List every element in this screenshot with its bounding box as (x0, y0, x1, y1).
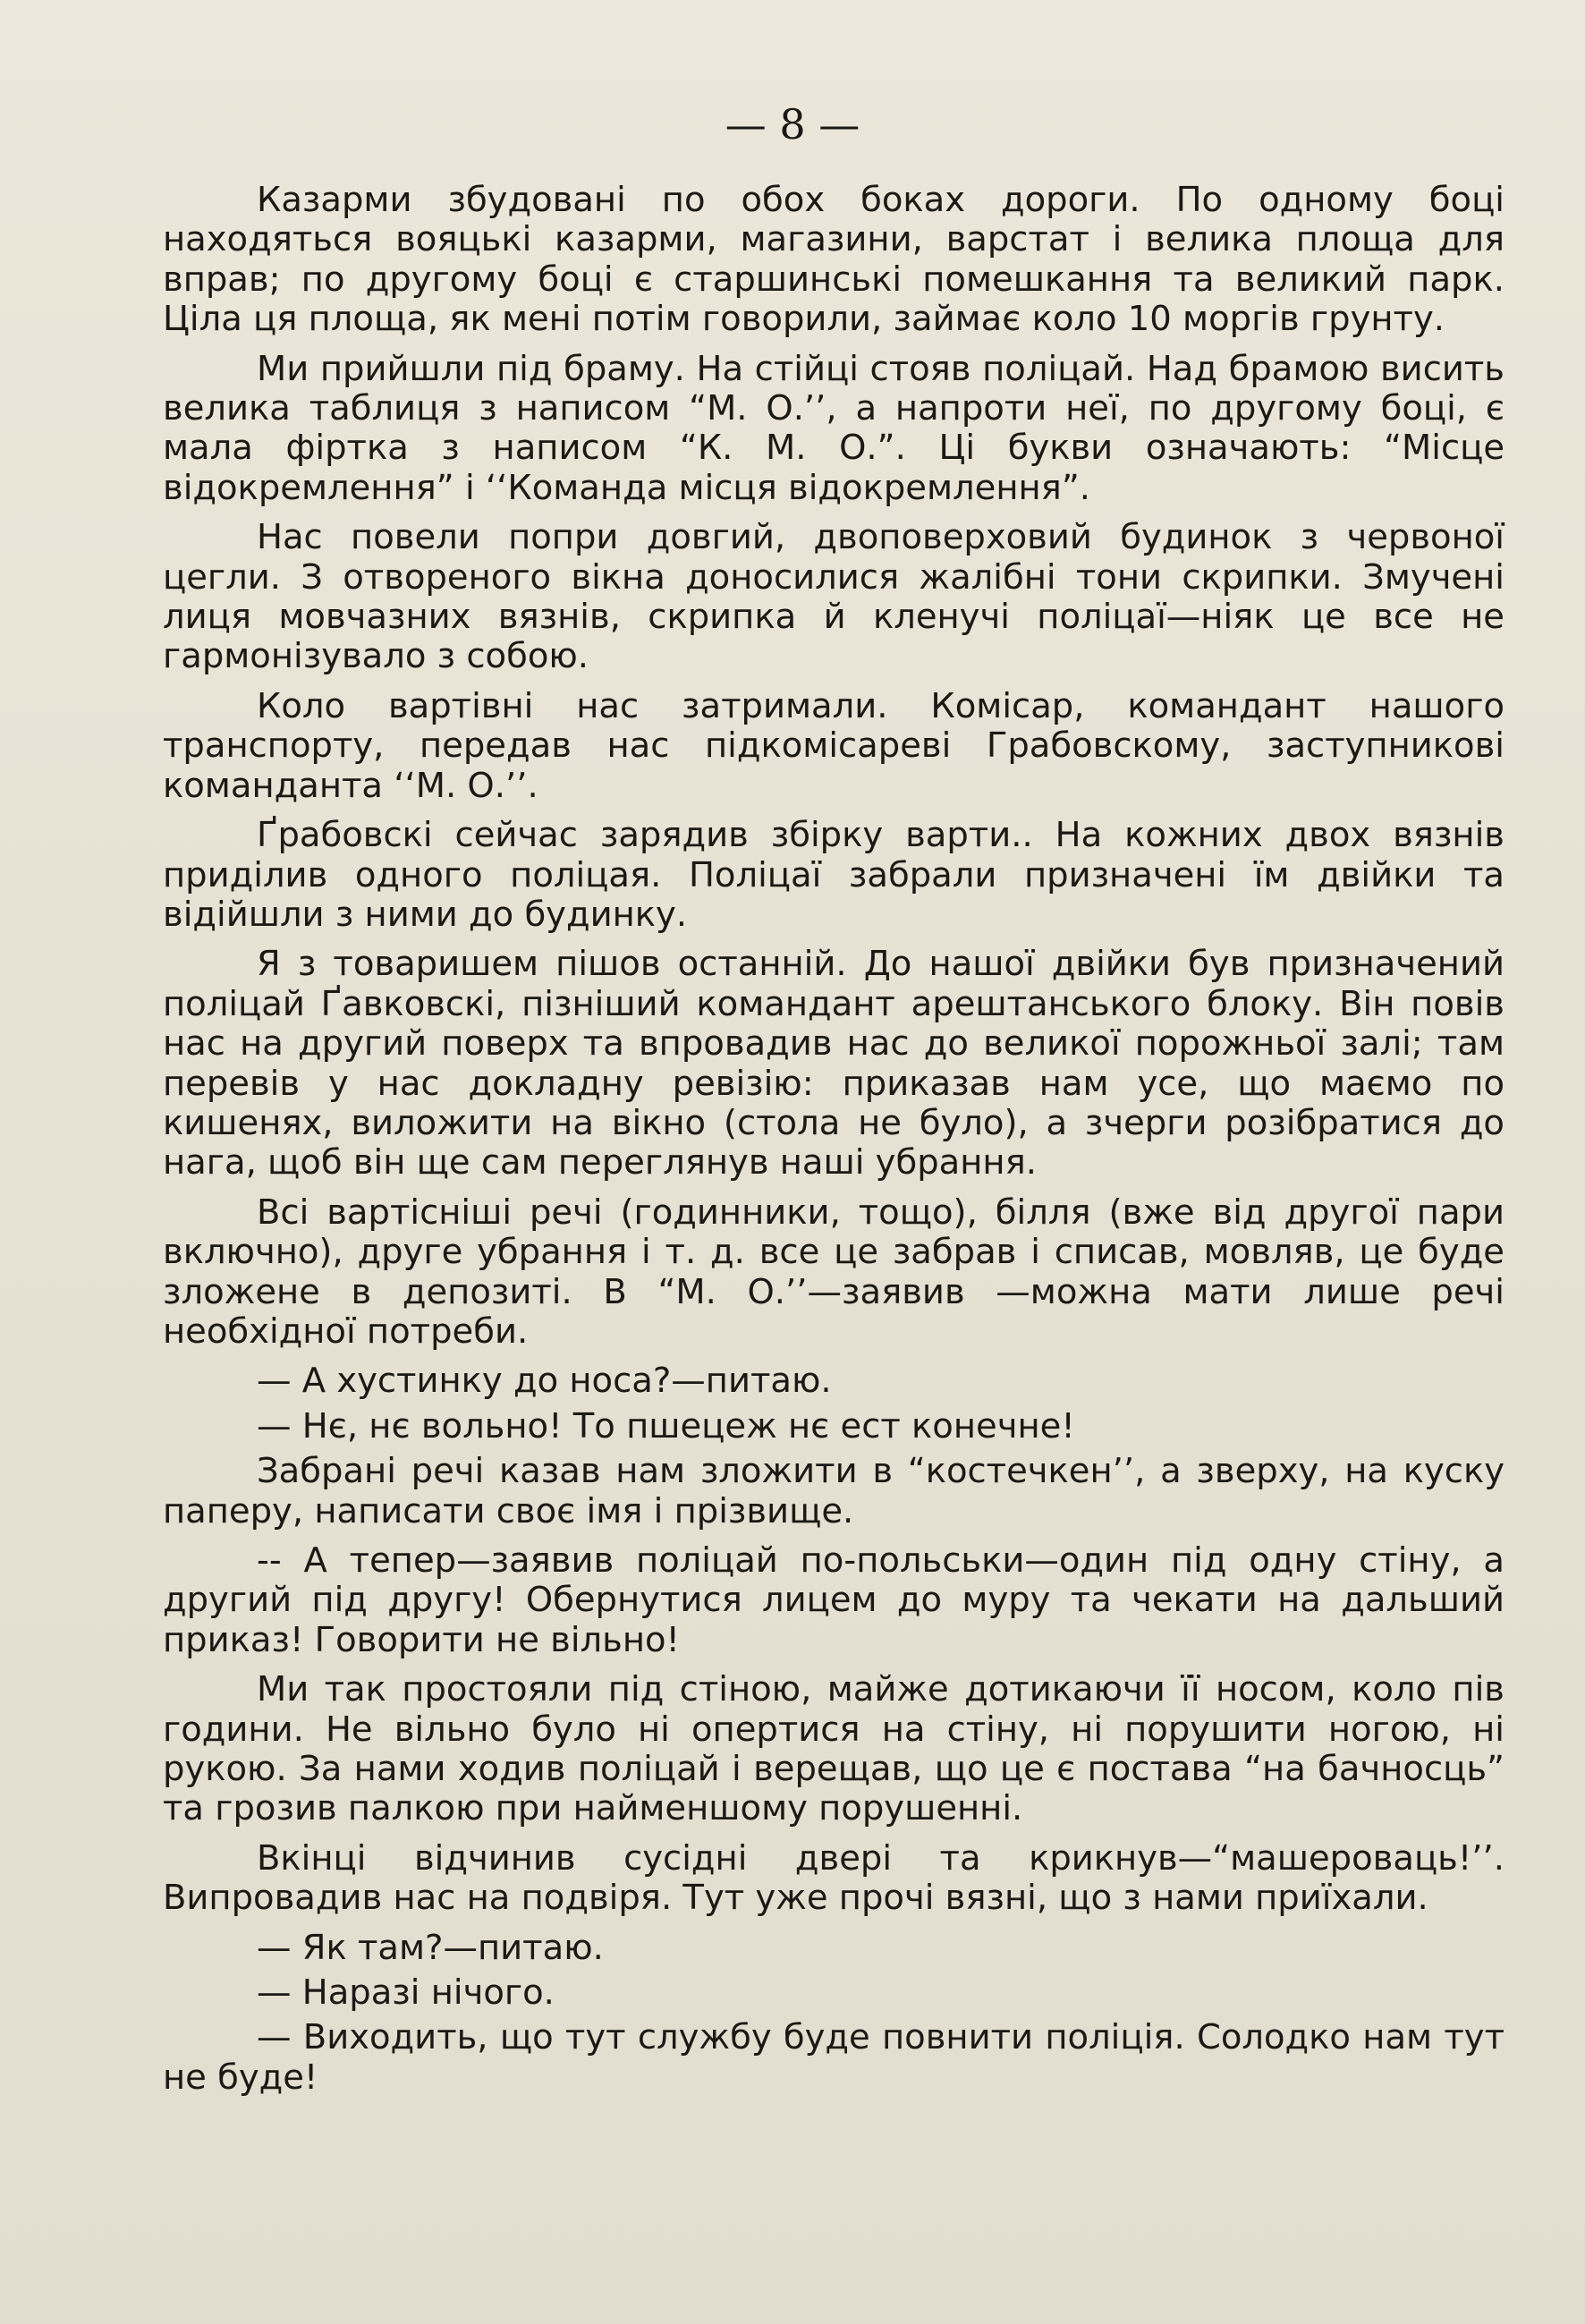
paragraph-search: Я з товаришем пішов останній. До нашої двійки був призначений поліцай Ґавковскі, пізніший командант арештанського блоку. Він повів нас на другий поверх та впровадив нас до великої порожньої залі; там перевів у нас докладну ревізію: приказав нам усе, що маємо по кишенях, виложити на вікно (стола не було), а зчерги розібратися до нага, щоб він ще сам переглянув наші убрання. (163, 944, 1504, 1183)
dialog-line: — Наразі нічого. (257, 1972, 555, 2014)
paragraph-wall-order: -- А тепер—заявив поліцай по-польськи—один під одну стіну, а другий під другу! Обернутися лицем до муру та чекати на дальший приказ! Говорити не вільно! (163, 1540, 1504, 1660)
paragraph-confiscation: Всі вартісніші речі (годинники, тощо), білля (вже від другої пари включно), друге убрання і т. д. все це забрав і списав, мовляв, це буде зложене в депозиті. В “М. О.’’—заявив —можна мати лише речі необхідної потреби. (163, 1192, 1504, 1352)
paragraph-barracks: Казарми збудовані по обох боках дороги. По одному боці находяться вояцькі казарми, магазини, варстат і велика площа для вправ; по другому боці є старшинські помешкання та великий парк. Ціла ця площа, як мені потім говорили, займає коло 10 моргів грунту. (163, 180, 1504, 340)
dialog-line: — Виходить, що тут службу буде повнити поліція. Солодко нам тут не буде! (163, 2017, 1504, 2098)
paragraph-guardhouse: Коло вартівні нас затримали. Комісар, командант нашого транспорту, передав нас підкомісареві Грабовскому, заступникові команданта ‘‘М. О.’’. (163, 685, 1504, 806)
body-text (163, 181, 1504, 2103)
paragraph-brick-building: Нас повели попри довгий, двоповерховий будинок з червоної цегли. З отвореного вікна доносилися жалібні тони скрипки. Змучені лиця мовчазних вязнів, скрипка й кленучі поліцаї—ніяк це все не гармонізувало з собою. (163, 517, 1504, 677)
paragraph-gate: Ми прийшли під браму. На стійці стояв поліцай. Над брамою висить велика таблиця з написом “М. О.’’, а напроти неї, по другому боці, є мала фіртка з написом “К. М. О.”. Ці букви означають: “Місце відокремлення” і ‘‘Команда місця відокремлення”. (163, 348, 1504, 508)
dialog-line: — Як там?—питаю. (257, 1927, 604, 1968)
paragraph-courtyard: Вкінці відчинив сусідні двері та крикнув—“машероваць!’’. Випровадив нас на подвіря. Тут уже прочі вязні, що з нами приїхали. (163, 1837, 1504, 1919)
dialog-line: — А хустинку до носа?—питаю. (257, 1361, 832, 1402)
paragraph-standing: Ми так простояли під стіною, майже дотикаючи її носом, коло пів години. Не вільно було ні опертися на стіну, ні порушити ногою, ні рукою. За нами ходив поліцай і верещав, що це є постава “на бачносць” та грозив палкою при найменшому порушенні. (163, 1669, 1504, 1829)
page-number: — 8 — (725, 100, 860, 148)
paragraph-guard-assembly: Ґрабовскі сейчас зарядив збірку варти.. На кожних двох вязнів приділив одного поліцая. Поліцаї забрали призначені їм двійки та відійшли з ними до будинку. (163, 815, 1504, 935)
dialog-line: — Нє, нє вольно! То пшецеж нє ест конечне! (257, 1405, 1075, 1446)
paragraph-deposit: Забрані речі казав нам зложити в “костечкен’’, а зверху, на куску паперу, написати своє імя і прізвище. (163, 1451, 1504, 1531)
